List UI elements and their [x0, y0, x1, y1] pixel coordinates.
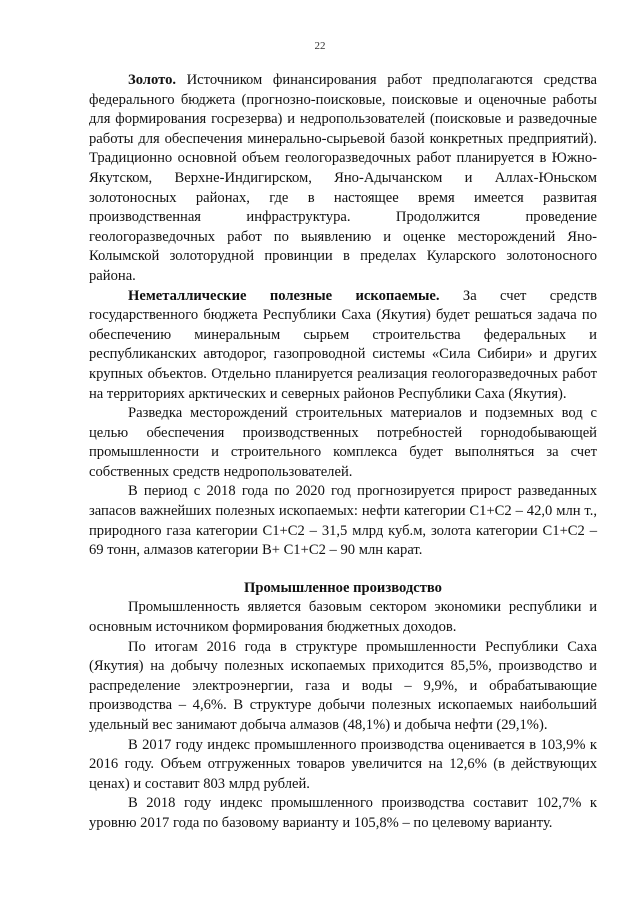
- paragraph-gold: [89, 71, 597, 287]
- paragraph-reserves-forecast: [89, 482, 597, 560]
- paragraph-lead: Неметаллические полезные ископаемые.: [128, 287, 440, 304]
- paragraph-building-materials: [89, 404, 597, 482]
- paragraph-text: За счет средств государственного бюджета Республики Саха (Якутия) будет решаться задача по обеспечению минеральным сырьем строительства федеральных и республиканских автодорог, газопроводной системы «Сила Сибири» и других крупных объектов. Отдельно планируется реализация геологоразведочных работ на территориях арктических и северных районов Республики Саха (Якутия).: [89, 287, 598, 402]
- paragraph-industry-2018: В 2018 году индекс промышленного производства составит 102,7% к уровню 2017 года по базовому варианту и 105,8% – по целевому варианту.: [89, 795, 597, 831]
- paragraph-text: Источником финансирования работ предполагаются средства федерального бюджета (прогнозно-поисковые, поисковые и оценочные работы для формирования госрезерва) и недропользователей (поисковые и разведочные работы для обеспечения минерально-сырьевой базой конкретных предприятий). Традиционно основной объем геологоразведочных работ планируется в Южно-Якутском, Верхне-Индигирском, Яно-Адычанском и Аллах-Юньском золотоносных районах, где в настоящее время имеется развитая производственная инфраструктура. Продолжится проведение геологоразведочных работ по выявлению и оценке месторождений Яно-Колымской золоторудной провинции в пределах Куларского золотоносного района.: [89, 72, 597, 284]
- document-body: [89, 71, 597, 834]
- paragraph-industry-structure: По итогам 2016 года в структуре промышленности Республики Саха (Якутия) на добычу полезных ископаемых приходится 85,5%, производство и распределение электроэнергии, газа и воды – 9,9%, и обрабатывающие производства – 4,6%. В структуре добычи полезных ископаемых наибольший удельный вес занимают добыча алмазов (48,1%) и добыча нефти (29,1%).: [89, 638, 597, 733]
- page-number: 22: [314, 40, 326, 52]
- paragraph-text: Разведка месторождений строительных материалов и подземных вод с целью обеспечения производственных потребностей горнодобывающей промышленности и строительного комплекса будет выполняться за счет собственных средств недропользователей.: [89, 405, 597, 480]
- paragraph-lead: Золото.: [128, 72, 177, 88]
- paragraph-industry-base: Промышленность является базовым сектором экономики республики и основным источником формирования бюджетных доходов.: [89, 599, 597, 636]
- paragraph-nonmetallic: [89, 287, 597, 405]
- section-heading: Промышленное производство: [244, 579, 442, 596]
- paragraph-industry-2017: В 2017 году индекс промышленного производства оценивается в 103,9% к 2016 году. Объем отгруженных товаров увеличится на 12,6% (в действующих ценах) и составит 803 млрд рублей.: [89, 736, 597, 792]
- paragraph-text: В период с 2018 года по 2020 год прогнозируется прирост разведанных запасов важнейших полезных ископаемых: нефти категории С1+С2 – 42,0 млн т., природного газа категории С1+С2 – 31,5 млрд куб.м, золота категории С1+С2 – 69 тонн, алмазов категории В+ С1+С2 – 90 млн карат.: [89, 483, 597, 559]
